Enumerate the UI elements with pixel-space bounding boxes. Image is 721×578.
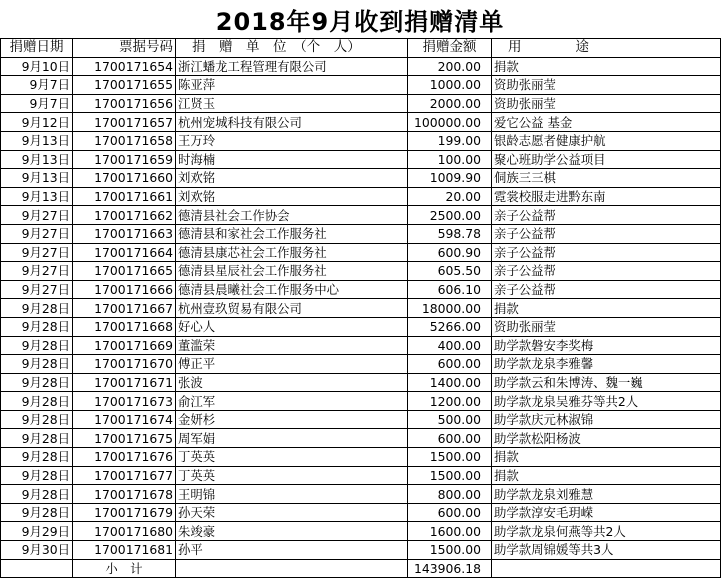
cell-receipt[interactable]: 1700171674: [73, 410, 176, 429]
cell-date[interactable]: 9月13日: [1, 131, 73, 150]
cell-use[interactable]: 捐款: [492, 57, 721, 76]
cell-receipt[interactable]: 1700171656: [73, 94, 176, 113]
cell-amount[interactable]: 606.10: [408, 280, 492, 299]
header-amount[interactable]: 捐赠金额: [408, 39, 492, 58]
cell-date[interactable]: 9月28日: [1, 373, 73, 392]
cell-donor[interactable]: 王万玲: [176, 131, 408, 150]
cell-use[interactable]: 亲子公益帮: [492, 224, 721, 243]
table-row: [1, 336, 721, 355]
cell-receipt[interactable]: 1700171675: [73, 429, 176, 448]
total-empty-cell[interactable]: [1, 559, 73, 578]
table-row: [1, 224, 721, 243]
cell-donor[interactable]: 刘欢铭: [176, 169, 408, 188]
cell-date[interactable]: 9月12日: [1, 113, 73, 132]
cell-donor[interactable]: 丁英英: [176, 448, 408, 467]
cell-use[interactable]: 霓裳校服走进黔东南: [492, 187, 721, 206]
header-donor[interactable]: 捐 赠 单 位 （个 人）: [176, 39, 408, 58]
cell-date[interactable]: 9月27日: [1, 224, 73, 243]
cell-use[interactable]: 助学款龙泉吴雅芬等共2人: [492, 392, 721, 411]
cell-receipt[interactable]: 1700171677: [73, 466, 176, 485]
cell-donor[interactable]: 孙平: [176, 541, 408, 560]
cell-date[interactable]: 9月28日: [1, 355, 73, 374]
cell-donor[interactable]: 俞江军: [176, 392, 408, 411]
cell-donor[interactable]: 德清县和家社会工作服务社: [176, 224, 408, 243]
table-row: [1, 262, 721, 281]
table-row: [1, 187, 721, 206]
cell-use[interactable]: 助学款龙泉李雅馨: [492, 355, 721, 374]
cell-amount[interactable]: 400.00: [408, 336, 492, 355]
cell-donor[interactable]: 德清县晨曦社会工作服务中心: [176, 280, 408, 299]
cell-receipt[interactable]: 1700171655: [73, 76, 176, 95]
total-label[interactable]: 小 计: [73, 559, 176, 578]
header-receipt[interactable]: 票据号码: [73, 39, 176, 58]
cell-receipt[interactable]: 1700171678: [73, 485, 176, 504]
cell-amount[interactable]: 100.00: [408, 150, 492, 169]
cell-amount[interactable]: 500.00: [408, 410, 492, 429]
cell-date[interactable]: 9月28日: [1, 392, 73, 411]
cell-receipt[interactable]: 1700171673: [73, 392, 176, 411]
cell-date[interactable]: 9月29日: [1, 522, 73, 541]
sheet-title: 2018年9月收到捐赠清单: [215, 7, 505, 36]
cell-donor[interactable]: 好心人: [176, 317, 408, 336]
cell-use[interactable]: 亲子公益帮: [492, 262, 721, 281]
cell-amount[interactable]: 1000.00: [408, 76, 492, 95]
cell-use[interactable]: 亲子公益帮: [492, 280, 721, 299]
cell-receipt[interactable]: 1700171661: [73, 187, 176, 206]
cell-donor[interactable]: 德清县康芯社会工作服务社: [176, 243, 408, 262]
cell-amount[interactable]: 1400.00: [408, 373, 492, 392]
cell-use[interactable]: 助学款周锦媛等共3人: [492, 541, 721, 560]
cell-use[interactable]: 助学款龙泉刘雅慧: [492, 485, 721, 504]
cell-amount[interactable]: 1500.00: [408, 448, 492, 467]
header-row: [1, 39, 721, 58]
cell-date[interactable]: 9月28日: [1, 448, 73, 467]
table-row: [1, 169, 721, 188]
table-row: [1, 94, 721, 113]
cell-donor[interactable]: 朱竣豪: [176, 522, 408, 541]
cell-use[interactable]: 捐款: [492, 448, 721, 467]
table-row: [1, 299, 721, 318]
cell-amount[interactable]: 600.90: [408, 243, 492, 262]
table-row: [1, 485, 721, 504]
cell-use[interactable]: 捐款: [492, 299, 721, 318]
donation-table: [0, 38, 721, 578]
cell-use[interactable]: 助学款松阳杨波: [492, 429, 721, 448]
cell-receipt[interactable]: 1700171680: [73, 522, 176, 541]
cell-date[interactable]: 9月13日: [1, 169, 73, 188]
cell-donor[interactable]: 丁英英: [176, 466, 408, 485]
cell-date[interactable]: 9月27日: [1, 262, 73, 281]
table-row: [1, 206, 721, 225]
table-row: [1, 243, 721, 262]
table-row: [1, 317, 721, 336]
cell-date[interactable]: 9月13日: [1, 187, 73, 206]
cell-use[interactable]: 助学款龙泉何燕等共2人: [492, 522, 721, 541]
cell-amount[interactable]: 1600.00: [408, 522, 492, 541]
total-row: [1, 559, 721, 578]
cell-use[interactable]: 助学款磐安李奖梅: [492, 336, 721, 355]
cell-donor[interactable]: 德清县星辰社会工作服务社: [176, 262, 408, 281]
total-empty-cell[interactable]: [492, 559, 721, 578]
cell-use[interactable]: 资助张丽莹: [492, 317, 721, 336]
cell-date[interactable]: 9月28日: [1, 485, 73, 504]
total-amount[interactable]: 143906.18: [408, 559, 492, 578]
table-row: [1, 131, 721, 150]
table-row: [1, 466, 721, 485]
table-row: [1, 373, 721, 392]
cell-amount[interactable]: 600.00: [408, 429, 492, 448]
cell-donor[interactable]: 傅正平: [176, 355, 408, 374]
cell-receipt[interactable]: 1700171663: [73, 224, 176, 243]
cell-donor[interactable]: 张波: [176, 373, 408, 392]
cell-amount[interactable]: 1200.00: [408, 392, 492, 411]
cell-receipt[interactable]: 1700171681: [73, 541, 176, 560]
table-row: [1, 355, 721, 374]
cell-receipt[interactable]: 1700171662: [73, 206, 176, 225]
table-row: [1, 113, 721, 132]
cell-amount[interactable]: 1500.00: [408, 466, 492, 485]
cell-date[interactable]: 9月10日: [1, 57, 73, 76]
cell-receipt[interactable]: 1700171670: [73, 355, 176, 374]
cell-receipt[interactable]: 1700171654: [73, 57, 176, 76]
cell-amount[interactable]: 18000.00: [408, 299, 492, 318]
cell-amount[interactable]: 2500.00: [408, 206, 492, 225]
cell-date[interactable]: 9月28日: [1, 466, 73, 485]
cell-receipt[interactable]: 1700171666: [73, 280, 176, 299]
header-date[interactable]: 捐赠日期: [1, 39, 73, 58]
total-empty-cell[interactable]: [176, 559, 408, 578]
cell-use[interactable]: 银龄志愿者健康护航: [492, 131, 721, 150]
cell-date[interactable]: 9月28日: [1, 336, 73, 355]
cell-donor[interactable]: 杭州壹玖贸易有限公司: [176, 299, 408, 318]
cell-receipt[interactable]: 1700171671: [73, 373, 176, 392]
cell-donor[interactable]: 杭州宠城科技有限公司: [176, 113, 408, 132]
cell-use[interactable]: 助学款淳安毛玥嵘: [492, 503, 721, 522]
table-row: [1, 392, 721, 411]
cell-date[interactable]: 9月28日: [1, 410, 73, 429]
table-row: [1, 410, 721, 429]
cell-amount[interactable]: 605.50: [408, 262, 492, 281]
table-row: [1, 76, 721, 95]
cell-donor[interactable]: 德清县社会工作协会: [176, 206, 408, 225]
cell-date[interactable]: 9月30日: [1, 541, 73, 560]
cell-amount[interactable]: 1500.00: [408, 541, 492, 560]
cell-use[interactable]: 亲子公益帮: [492, 243, 721, 262]
cell-use[interactable]: 爱它公益 基金: [492, 113, 721, 132]
cell-donor[interactable]: 董滥荣: [176, 336, 408, 355]
table-row: [1, 522, 721, 541]
cell-receipt[interactable]: 1700171660: [73, 169, 176, 188]
cell-receipt[interactable]: 1700171657: [73, 113, 176, 132]
cell-donor[interactable]: 刘欢铭: [176, 187, 408, 206]
cell-date[interactable]: 9月27日: [1, 206, 73, 225]
cell-amount[interactable]: 600.00: [408, 503, 492, 522]
cell-amount[interactable]: 100000.00: [408, 113, 492, 132]
cell-use[interactable]: 聚心班助学公益项目: [492, 150, 721, 169]
cell-receipt[interactable]: 1700171668: [73, 317, 176, 336]
table-row: [1, 150, 721, 169]
cell-donor[interactable]: 金妍杉: [176, 410, 408, 429]
cell-donor[interactable]: 周军娟: [176, 429, 408, 448]
cell-date[interactable]: 9月28日: [1, 503, 73, 522]
table-row: [1, 280, 721, 299]
cell-donor[interactable]: 江贤玉: [176, 94, 408, 113]
cell-receipt[interactable]: 1700171667: [73, 299, 176, 318]
cell-use[interactable]: 捐款: [492, 466, 721, 485]
cell-amount[interactable]: 199.00: [408, 131, 492, 150]
cell-amount[interactable]: 600.00: [408, 355, 492, 374]
cell-use[interactable]: 资助张丽莹: [492, 94, 721, 113]
cell-receipt[interactable]: 1700171658: [73, 131, 176, 150]
table-row: [1, 429, 721, 448]
cell-receipt[interactable]: 1700171669: [73, 336, 176, 355]
cell-use[interactable]: 侗族三三棋: [492, 169, 721, 188]
cell-donor[interactable]: 王明锦: [176, 485, 408, 504]
cell-donor[interactable]: 孙天荣: [176, 503, 408, 522]
cell-date[interactable]: 9月13日: [1, 150, 73, 169]
cell-amount[interactable]: 5266.00: [408, 317, 492, 336]
table-row: [1, 503, 721, 522]
cell-date[interactable]: 9月27日: [1, 280, 73, 299]
cell-amount[interactable]: 800.00: [408, 485, 492, 504]
cell-amount[interactable]: 1009.90: [408, 169, 492, 188]
cell-amount[interactable]: 2000.00: [408, 94, 492, 113]
cell-donor[interactable]: 浙江蟠龙工程管理有限公司: [176, 57, 408, 76]
cell-donor[interactable]: 陈亚萍: [176, 76, 408, 95]
cell-receipt[interactable]: 1700171664: [73, 243, 176, 262]
cell-use[interactable]: 助学款庆元林淑锦: [492, 410, 721, 429]
cell-amount[interactable]: 200.00: [408, 57, 492, 76]
cell-amount[interactable]: 598.78: [408, 224, 492, 243]
cell-donor[interactable]: 时海楠: [176, 150, 408, 169]
cell-use[interactable]: 助学款云和朱博涛、魏一巍: [492, 373, 721, 392]
table-row: [1, 57, 721, 76]
cell-date[interactable]: 9月27日: [1, 243, 73, 262]
cell-use[interactable]: 资助张丽莹: [492, 76, 721, 95]
header-use[interactable]: 用 途: [492, 39, 721, 58]
cell-receipt[interactable]: 1700171665: [73, 262, 176, 281]
cell-date[interactable]: 9月28日: [1, 299, 73, 318]
cell-date[interactable]: 9月7日: [1, 94, 73, 113]
cell-date[interactable]: 9月28日: [1, 317, 73, 336]
table-row: [1, 541, 721, 560]
cell-date[interactable]: 9月7日: [1, 76, 73, 95]
cell-amount[interactable]: 20.00: [408, 187, 492, 206]
cell-receipt[interactable]: 1700171679: [73, 503, 176, 522]
cell-date[interactable]: 9月28日: [1, 429, 73, 448]
cell-receipt[interactable]: 1700171659: [73, 150, 176, 169]
table-row: [1, 448, 721, 467]
cell-use[interactable]: 亲子公益帮: [492, 206, 721, 225]
cell-receipt[interactable]: 1700171676: [73, 448, 176, 467]
